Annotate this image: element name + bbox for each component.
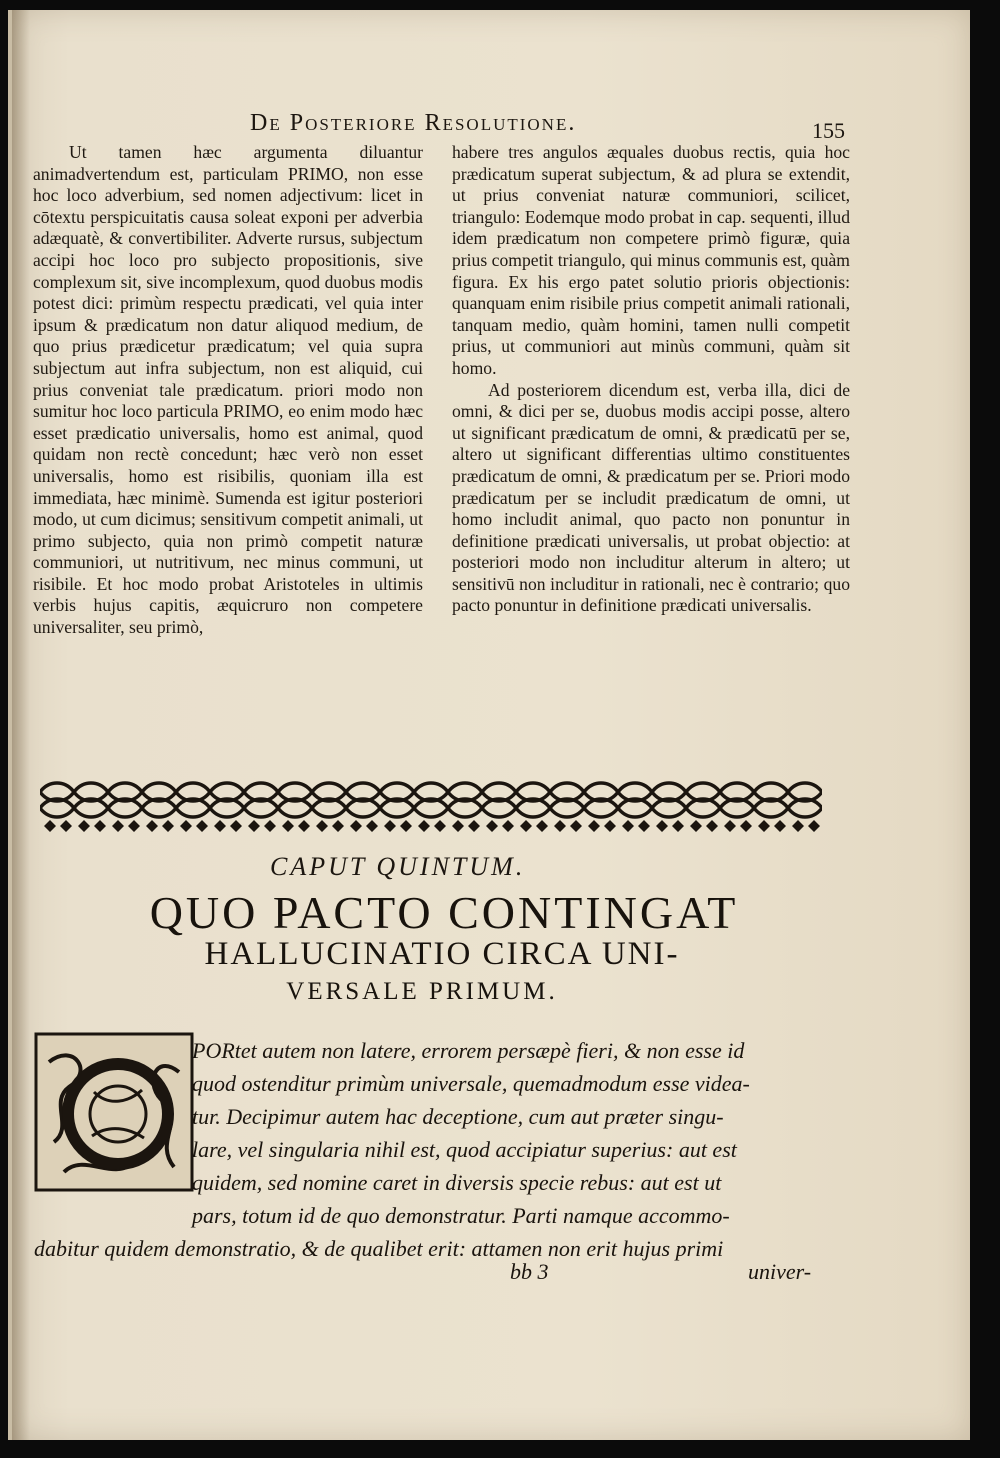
text-line: dabitur quidem demonstratio, & de qualibet erit: attamen non erit hujus primi xyxy=(34,1236,724,1261)
chapter-title-line-2: HALLUCINATIO CIRCA UNI- xyxy=(204,936,680,972)
text-line: lare, vel singularia nihil est, quod accipiatur superius: aut est xyxy=(192,1137,737,1162)
page-spine-shadow xyxy=(12,10,30,1440)
text-line: tur. Decipimur autem hac deceptione, cum aut præter singu- xyxy=(192,1104,724,1129)
chapter-title-line-3: VERSALE PRIMUM. xyxy=(286,978,558,1005)
book-page xyxy=(8,10,970,1440)
text-line: quidem, sed nomine caret in diversis specie rebus: aut est ut xyxy=(192,1170,722,1195)
chapter-label: CAPUT QUINTUM. xyxy=(270,852,526,881)
chapter-title-line-1: QUO PACTO CONTINGAT xyxy=(149,887,739,938)
left-column-paragraph: Ut tamen hæc argumenta diluantur animadvertendum est, particulam PRIMO, non esse hoc loco adverbium, sed nomen adjectivum: licet in cōtextu perspicuitatis causa soleat exponi per adverbia adæquatè, & convertibiliter. Adverte rursus, subjectum accipi hoc loco pro subjecto propositionis, sive complexum sit, sive incomplexum, quod duobus modis potest dici: primùm respectu prædicati, vel quia inter ipsum & prædicatum non datur aliquod medium, de quo prius prædicetur prædicatum; vel quia supra subjectum aut infra subjectum, non est aliquid, cui prius conveniat tale prædicatum. priori modo non sumitur hoc loco particula PRIMO, eo enim modo hæc esset prædicatio universalis, homo est animal, quod quidam non rectè concedunt; hæc verò non esset universalis, homo est risibilis, quoniam illa est immediata, hæc minimè. Sumenda est igitur posteriori modo, ut cum dicimus; sensitivum competit animali, ut primo subjecto, quia non primò competit naturæ communiori, ut nutritivum, nec minus communi, ut risibile. Et hoc modo probat Aristoteles in ultimis verbis hujus capitis, æquicruro non competere universaliter, seu primò, xyxy=(33,142,423,638)
left-column xyxy=(33,142,423,639)
right-column-paragraph: habere tres angulos æquales duobus rectis, quia hoc prædicatum superat subjectum, & ad plura se extendit, ut prius conveniat naturæ communiori, scilicet, triangulo: Eodemque modo probat in cap. sequenti, illud idem prædicatum non competere primò figuræ, quia prius competit triangulo, qui minus communis est, quàm figura. Ex his ergo patet solutio prioris objectionis: quanquam enim risibile prius competit animali rationali, tanquam medio, quàm homini, tamen nulli competit prius, ut communiori aut minùs communi, quàm sit homo. xyxy=(452,142,850,378)
running-title: De Posteriore Resolutione. xyxy=(250,110,577,136)
signature-mark: bb 3 xyxy=(510,1259,549,1284)
decorated-initial-o-icon xyxy=(34,1032,194,1192)
text-line: pars, totum id de quo demonstratur. Parti namque accommo- xyxy=(192,1203,730,1228)
text-line: quod ostenditur primùm universale, quemadmodum esse videa- xyxy=(192,1071,750,1096)
catchword: univer- xyxy=(748,1259,812,1284)
right-column xyxy=(452,142,850,617)
right-column-paragraph: Ad posteriorem dicendum est, verba illa, dici de omni, & dici per se, duobus modis accipi posse, altero ut significant prædicatum de omni, & prædicatū per se, altero ut significant differentias ultimo constituentes prædicatum de omni, & prædicatum per se. Priori modo prædicatum per se includit prædicatum de omni, ut homo includit animal, quo pacto non ponuntur in definitione prædicati universalis, ut probat objectio: at posteriori modo non includitur alterum in altero; ut sensitivū non includitur in rationali, nec è contrario; quo pacto ponuntur in definitione prædicati universalis. xyxy=(452,379,850,616)
text-line: PORtet autem non latere, errorem persæpè fieri, & non esse id xyxy=(192,1038,745,1063)
decorative-band-icon xyxy=(40,778,822,838)
page-number: 155 xyxy=(812,118,845,143)
